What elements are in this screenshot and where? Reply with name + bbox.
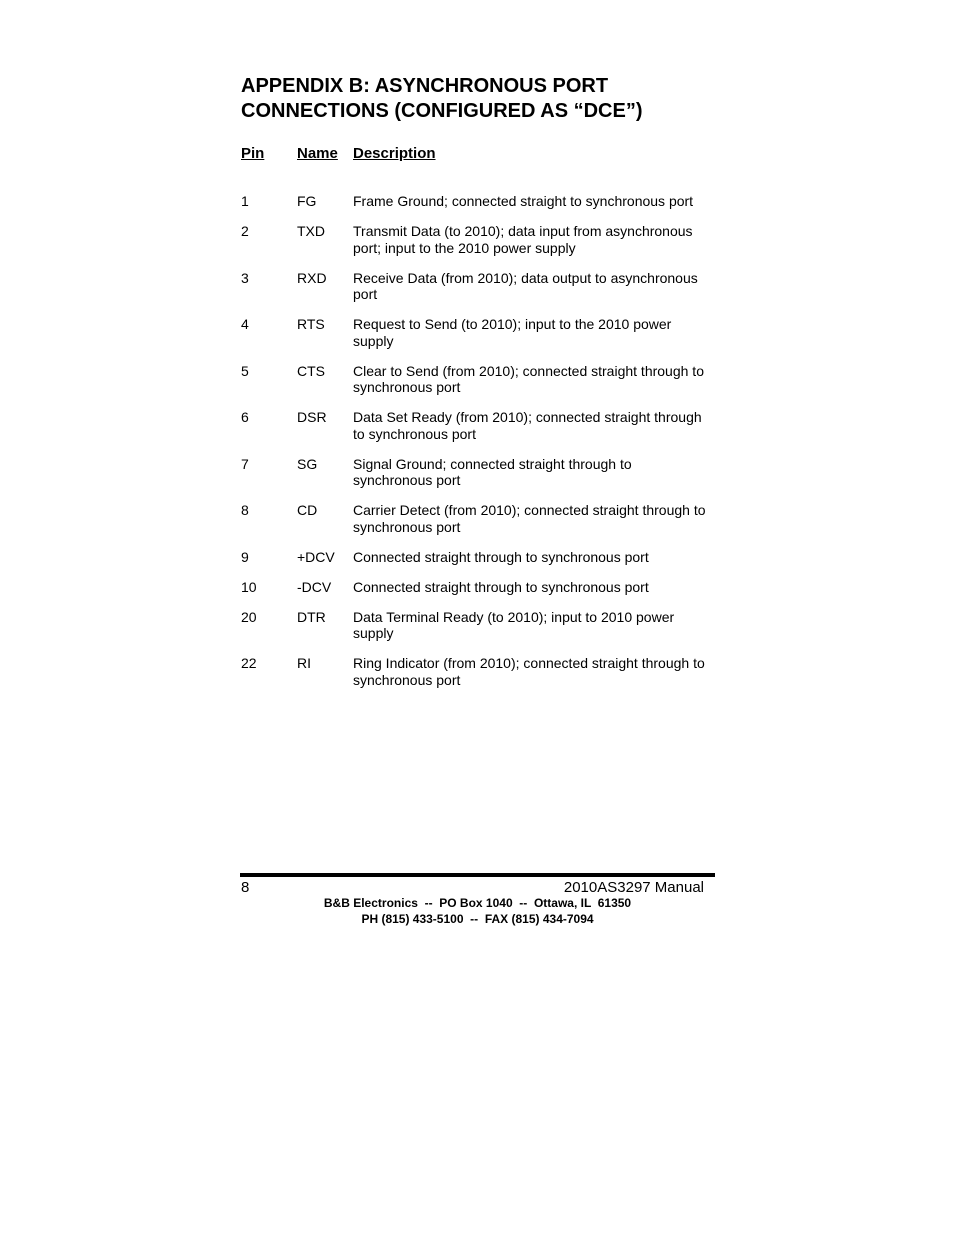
pin-description: Request to Send (to 2010); input to the 2010 power supply: [353, 316, 672, 349]
pin-description: Frame Ground; connected straight to synchronous port: [353, 193, 694, 209]
table-row: [241, 363, 721, 396]
pin-name: DSR: [297, 409, 327, 425]
pin-description: Connected straight through to synchronous port: [353, 578, 649, 595]
pin-description: Transmit Data (to 2010); data input from asynchronous port; input to the 2010 power supply: [353, 223, 693, 256]
table-row: [241, 456, 721, 489]
pin-number: 6: [241, 409, 249, 425]
pin-name: +DCV: [297, 548, 335, 565]
footer-divider: [240, 873, 715, 877]
pin-name: RXD: [297, 269, 327, 286]
pin-number: 10: [241, 578, 257, 595]
page-title-line-2: CONNECTIONS (CONFIGURED AS “DCE”): [241, 100, 643, 122]
company-phone: PH (815) 433-5100 -- FAX (815) 434-7094: [361, 912, 594, 926]
column-header-description: Description: [353, 145, 436, 162]
company-address: B&B Electronics -- PO Box 1040 -- Ottawa, IL 61350: [323, 896, 632, 910]
column-header-pin: Pin: [241, 145, 265, 162]
pin-number: 20: [241, 608, 257, 625]
pin-name: TXD: [297, 223, 325, 239]
manual-name: 2010AS3297 Manual: [563, 879, 704, 896]
pin-name: RI: [297, 655, 311, 671]
table-row: [241, 270, 721, 303]
pin-number: 3: [241, 269, 249, 286]
pin-name: RTS: [297, 316, 325, 332]
table-row: [241, 502, 721, 535]
pin-description: Carrier Detect (from 2010); connected straight through to synchronous port: [353, 502, 706, 535]
table-row: [241, 193, 721, 210]
pin-name: -DCV: [297, 578, 332, 595]
pin-description: Signal Ground; connected straight through to synchronous port: [353, 455, 632, 488]
pin-description: Connected straight through to synchronous port: [353, 548, 649, 565]
pin-name: DTR: [297, 608, 326, 625]
pin-description: Data Set Ready (from 2010); connected straight through to synchronous port: [353, 409, 702, 442]
pin-description: Clear to Send (from 2010); connected straight through to synchronous port: [353, 362, 704, 395]
pin-table: [241, 193, 721, 702]
table-row: [241, 549, 721, 566]
column-header-name: Name: [297, 145, 338, 162]
pin-name: SG: [297, 455, 318, 472]
table-row: [241, 316, 721, 349]
page-number: 8: [241, 879, 250, 896]
pin-number: 4: [241, 316, 249, 332]
table-row: [241, 223, 721, 256]
pin-description: Receive Data (from 2010); data output to asynchronous port: [353, 269, 698, 302]
pin-number: 2: [241, 223, 249, 239]
pin-number: 9: [241, 548, 249, 565]
pin-number: 22: [241, 655, 257, 671]
pin-number: 8: [241, 502, 249, 518]
table-row: [241, 655, 721, 688]
page-title: [241, 74, 761, 124]
pin-name: CTS: [297, 362, 325, 379]
table-row: [241, 609, 721, 642]
pin-name: CD: [297, 502, 318, 518]
pin-name: FG: [297, 193, 317, 209]
pin-number: 7: [241, 455, 249, 472]
pin-number: 5: [241, 362, 249, 379]
table-row: [241, 409, 721, 442]
page-title-line-1: APPENDIX B: ASYNCHRONOUS PORT: [241, 75, 609, 97]
pin-number: 1: [241, 193, 249, 209]
table-row: [241, 579, 721, 596]
pin-description: Ring Indicator (from 2010); connected straight through to synchronous port: [353, 655, 705, 688]
pin-description: Data Terminal Ready (to 2010); input to 2010 power supply: [353, 608, 675, 641]
